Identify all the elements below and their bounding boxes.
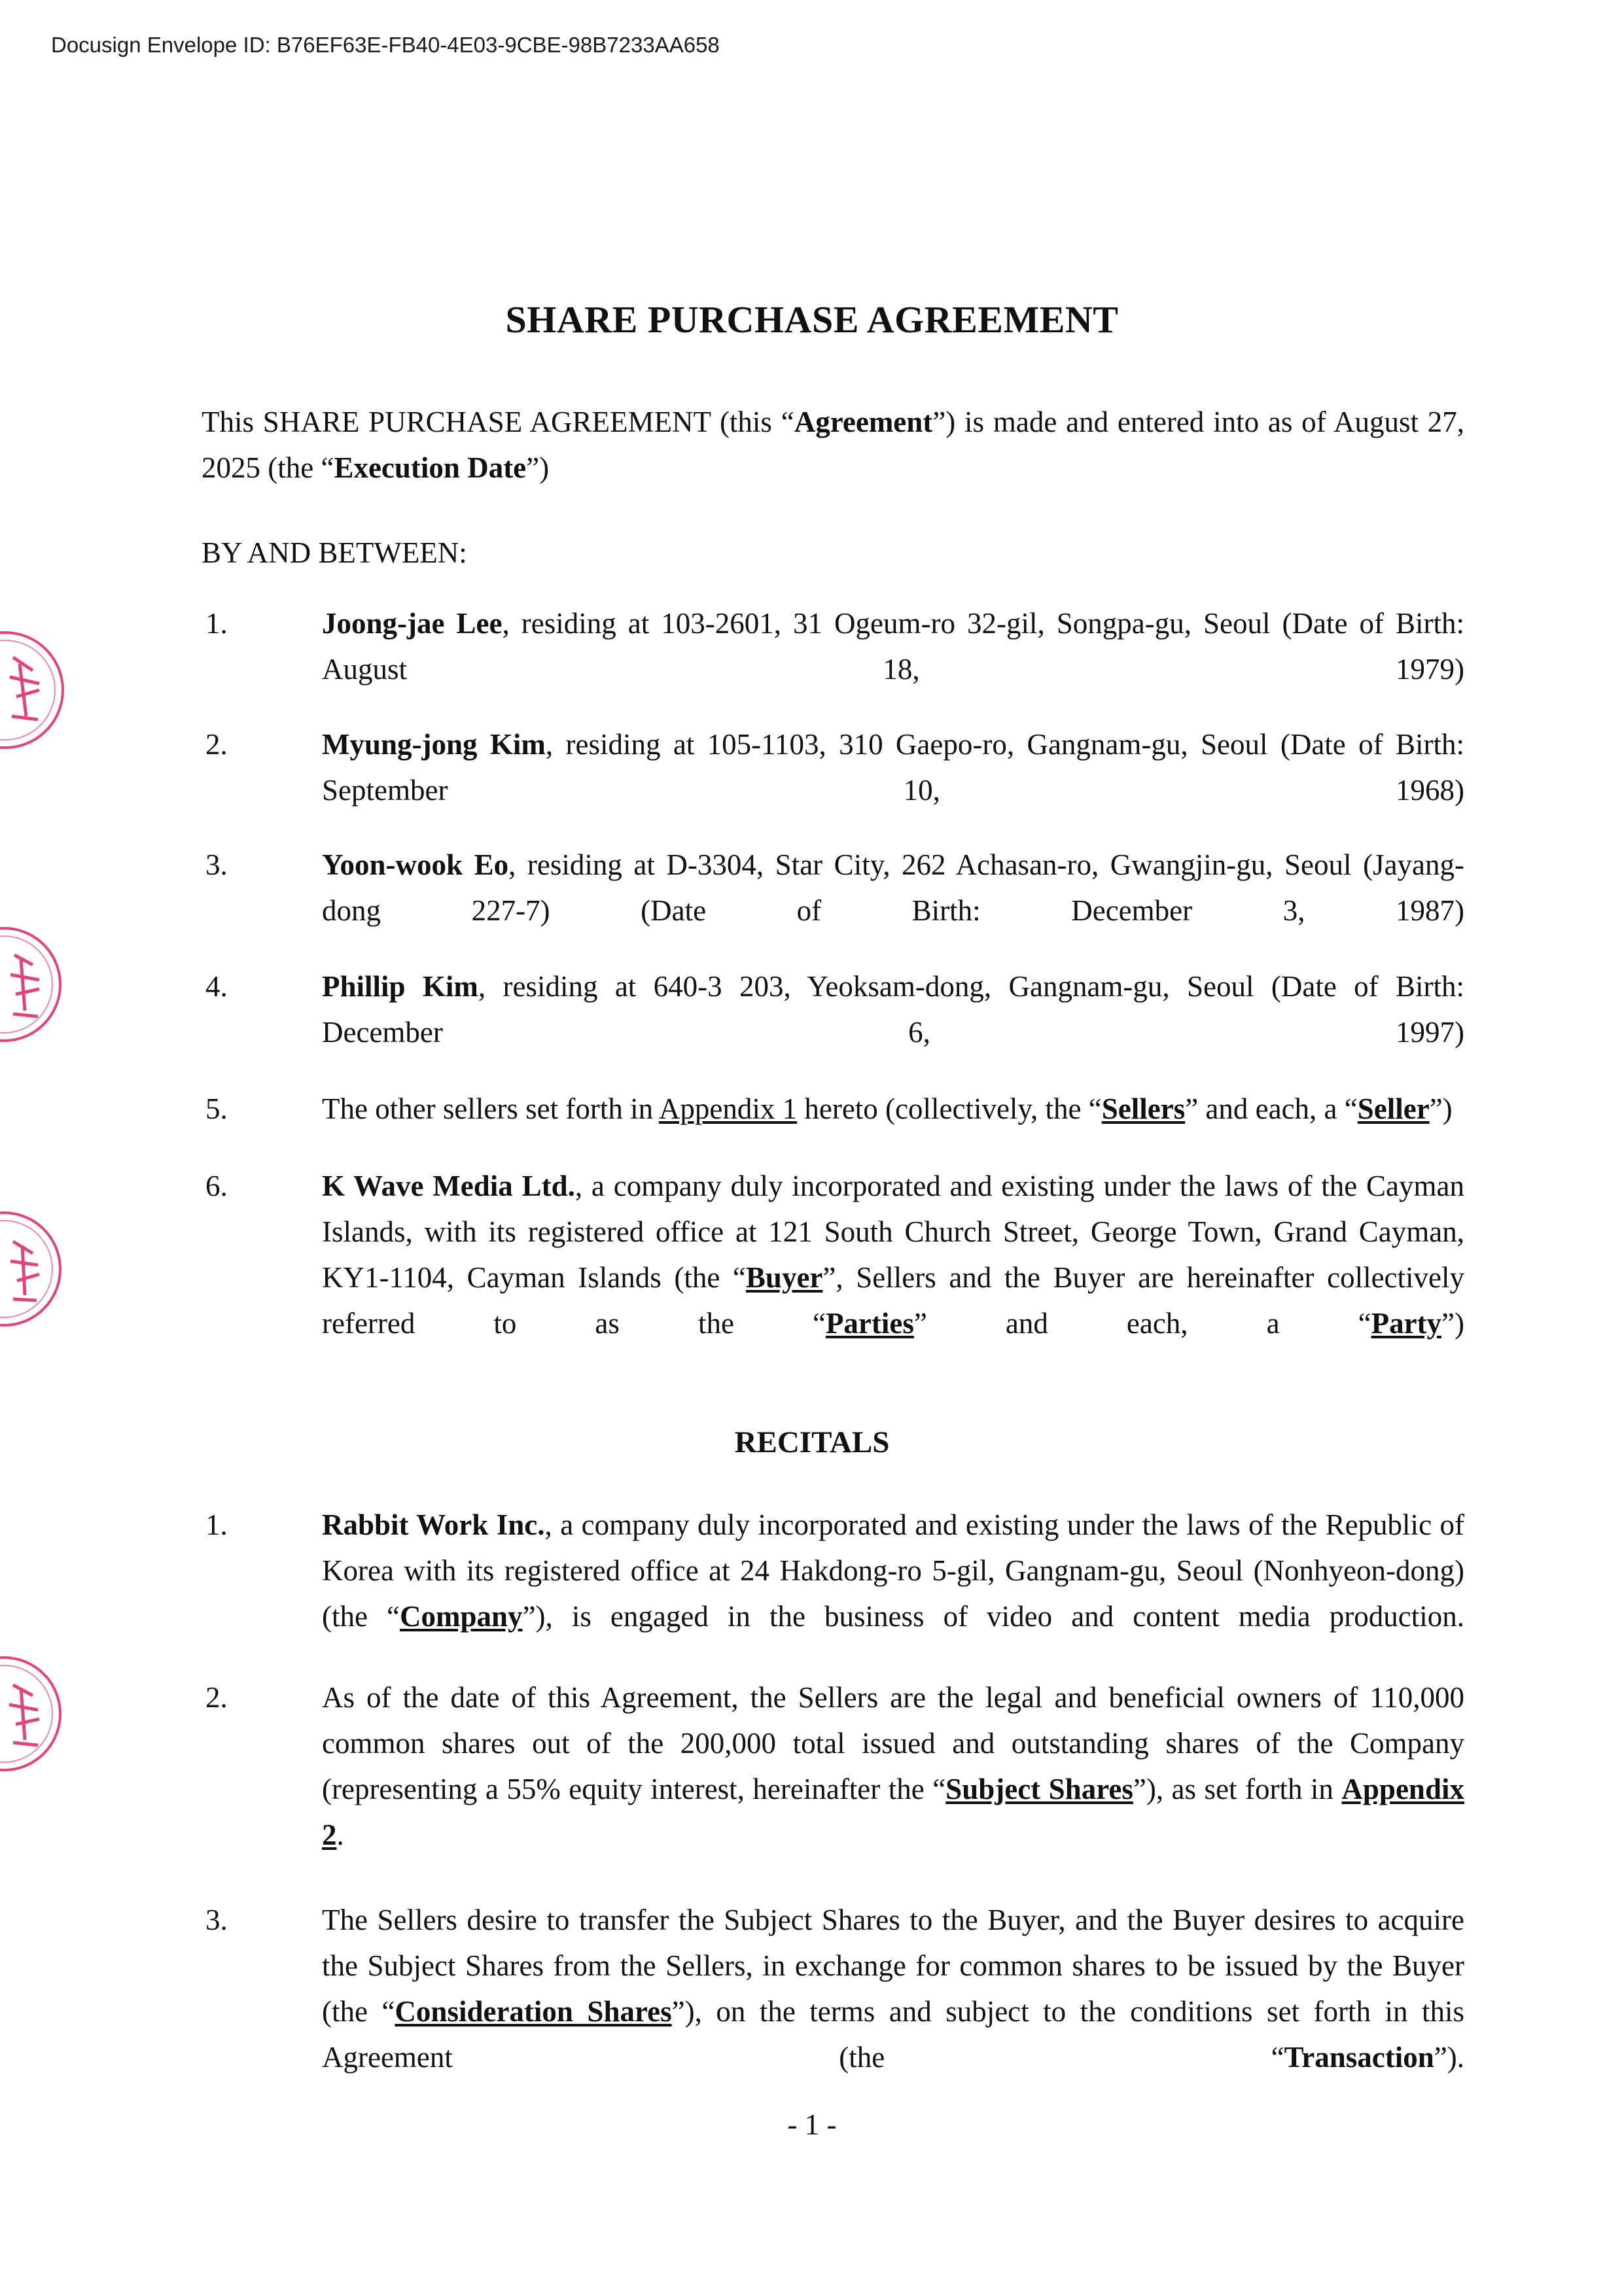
term-transaction: Transaction <box>1284 2041 1434 2074</box>
company-name: Rabbit Work Inc. <box>322 1508 545 1541</box>
seal-stamp-2 <box>0 919 72 1050</box>
document-title: SHARE PURCHASE AGREEMENT <box>505 298 1119 341</box>
term-buyer: Buyer <box>745 1261 823 1294</box>
party-name: Joong-jae Lee <box>322 607 503 640</box>
recital-item: 3. The Sellers desire to transfer the Subject Shares to the Buyer, and the Buyer desires to acquire the Subject Shares from the Sellers, in exchange for common shares to be issued by the Buyer (the “Consideration Shares”), on the terms and subject to the conditions set forth in this Agreement (the “Transaction”). <box>205 1904 1464 2074</box>
party-name: Phillip Kim <box>322 970 478 1003</box>
recital-item: 1. Rabbit Work Inc., a company duly incorporated and existing under the laws of the Republic of Korea with its registered office at 24 Hakdong-ro 5-gil, Gangnam-gu, Seoul (Nonhyeon-dong) (the “Company”), is engaged in the business of video and content media production. <box>205 1508 1465 1633</box>
term-seller: Seller <box>1357 1092 1430 1125</box>
party-item: 2. Myung-jong Kim, residing at 105-1103, 310 Gaepo-ro, Gangnam-gu, Seoul (Date of Birth: September 10, 1968) <box>205 728 1464 807</box>
party-item: 3. Yoon-wook Eo, residing at D-3304, Star City, 262 Achasan-ro, Gwangjin-gu, Seoul (Jayang-dong 227-7) (Date of Birth: December 3, 1987) <box>205 848 1464 927</box>
docusign-envelope-id: Docusign Envelope ID: B76EF63E-FB40-4E03-9CBE-98B7233AA658 <box>51 33 720 57</box>
party-name: Myung-jong Kim <box>322 728 546 761</box>
appendix-1-ref: Appendix 1 <box>658 1092 798 1125</box>
term-consideration-shares: Consideration Shares <box>395 1995 672 2028</box>
intro-paragraph: This SHARE PURCHASE AGREEMENT (this “Agreement”) is made and entered into as of August 27, 2025 (the “Execution Date”) <box>202 406 1464 484</box>
term-sellers: Sellers <box>1101 1092 1186 1125</box>
recital-item: 2. As of the date of this Agreement, the Sellers are the legal and beneficial owners of 110,000 common shares out of the 200,000 total issued and outstanding shares of the Company (representing a 55% equity interest, hereinafter the “Subject Shares”), as set forth in Appendix 2. <box>205 1681 1464 1851</box>
seal-stamp-4 <box>0 1648 72 1779</box>
term-parties: Parties <box>825 1307 914 1340</box>
term-company: Company <box>400 1600 523 1633</box>
term-subject-shares: Subject Shares <box>945 1773 1133 1805</box>
party-name: Yoon-wook Eo <box>322 848 509 881</box>
party-item: 4. Phillip Kim, residing at 640-3 203, Yeoksam-dong, Gangnam-gu, Seoul (Date of Birth: December 6, 1997) <box>205 970 1464 1049</box>
term-agreement: Agreement <box>794 406 933 438</box>
term-party: Party <box>1371 1307 1442 1340</box>
appendix-2-ref: Appendix 2 <box>322 1773 1464 1851</box>
seal-stamp-3 <box>0 1204 72 1334</box>
seal-stamp-1 <box>0 625 72 756</box>
party-item-buyer: 6. K Wave Media Ltd., a company duly incorporated and existing under the laws of the Cayman Islands, with its registered office at 121 South Church Street, George Town, Grand Cayman, KY1-1104, Cayman Islands (the “Buyer”, Sellers and the Buyer are hereinafter collectively referred to as the “Parties” and each, a “Party”) <box>205 1170 1465 1340</box>
term-execution-date: Execution Date <box>334 451 527 484</box>
party-item: 1. Joong-jae Lee, residing at 103-2601, 31 Ogeum-ro 32-gil, Songpa-gu, Seoul (Date of Birth: August 18, 1979) <box>205 607 1464 686</box>
page-number: - 1 - <box>787 2108 837 2141</box>
recitals-heading: RECITALS <box>734 1425 890 1459</box>
by-and-between: BY AND BETWEEN: <box>202 536 467 569</box>
buyer-name: K Wave Media Ltd. <box>322 1170 575 1202</box>
party-item-other-sellers: 5. The other sellers set forth in Appendix 1 hereto (collectively, the “Sellers” and each, a “Seller”) <box>205 1092 1453 1125</box>
